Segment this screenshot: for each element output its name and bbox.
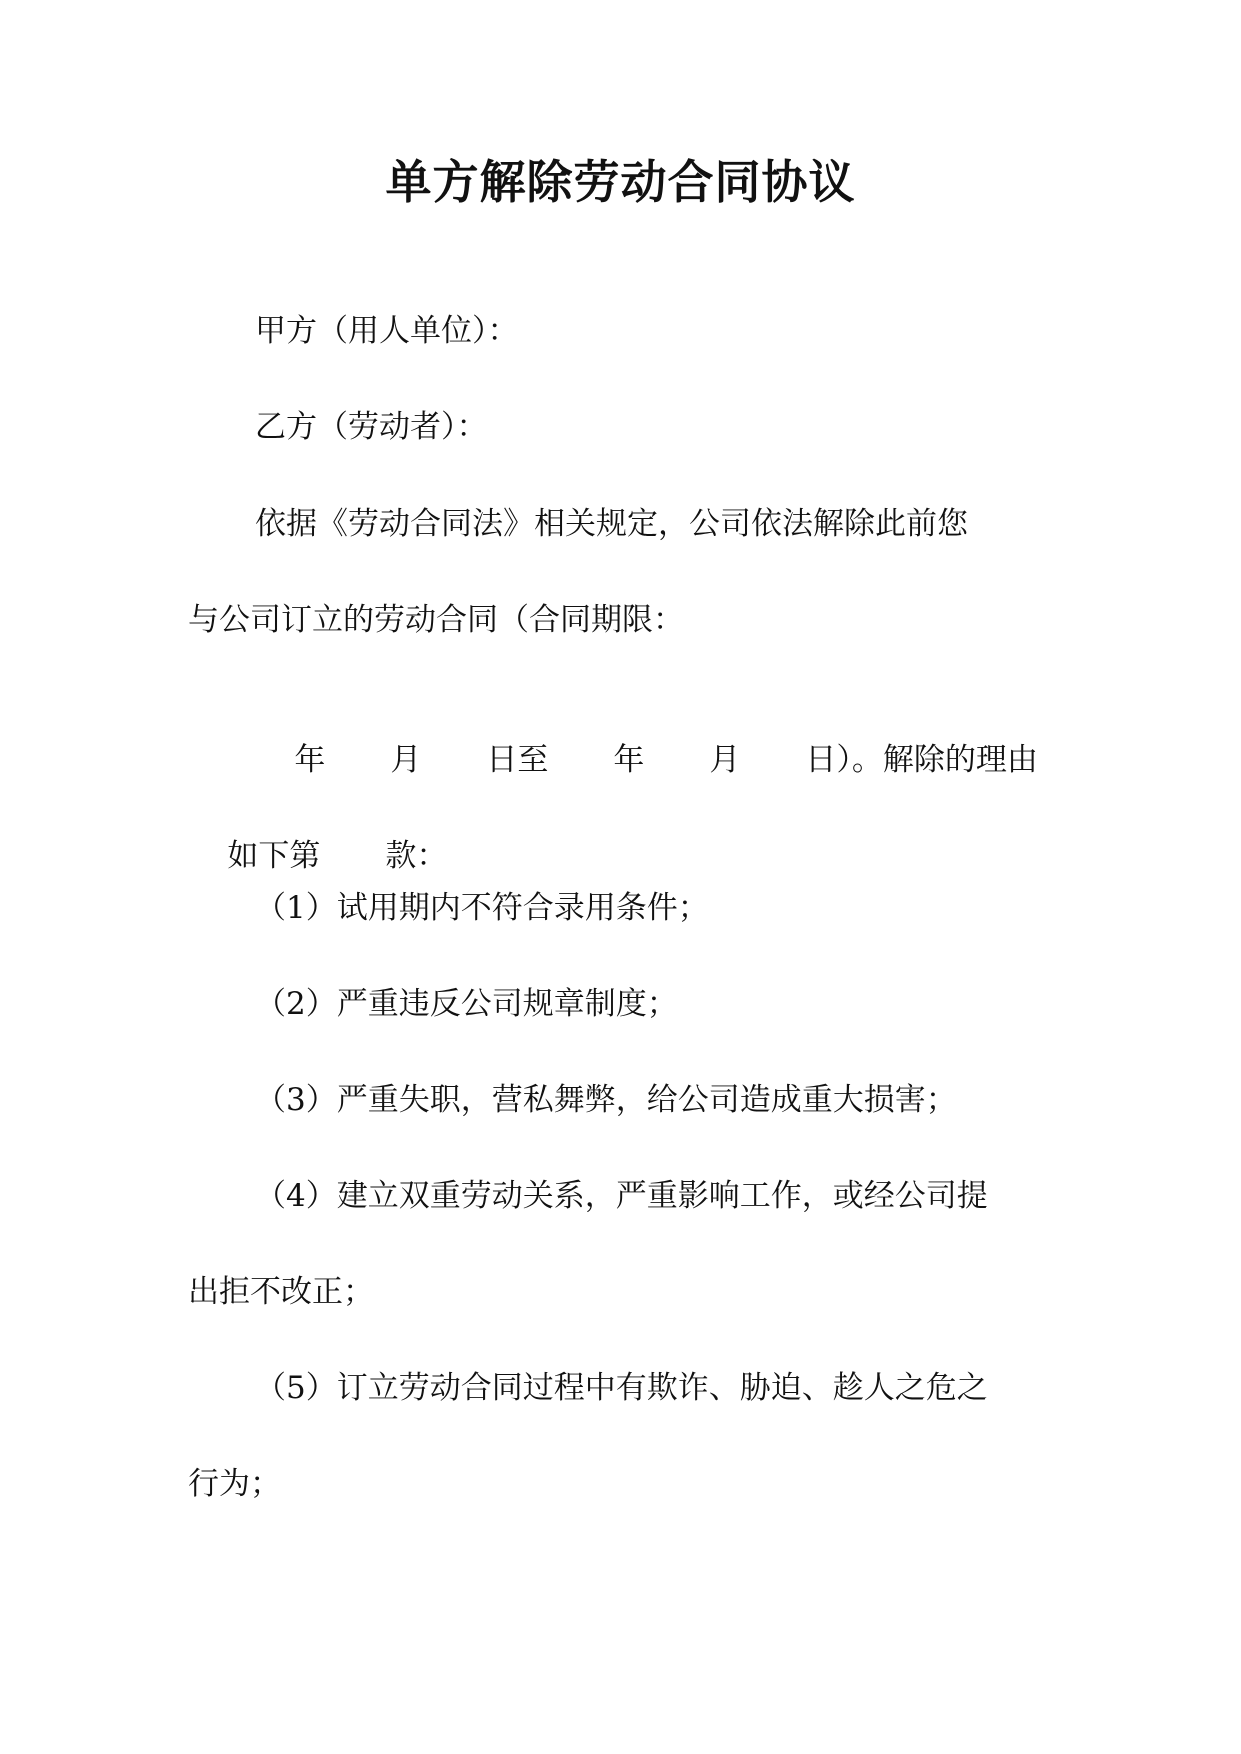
clause-1: （1）试用期内不符合录用条件； bbox=[255, 890, 709, 926]
date-day-2-end: 日）。解除的理由 bbox=[805, 742, 1038, 778]
party-b-line: 乙方（劳动者）： bbox=[255, 409, 488, 445]
document-title: 单方解除劳动合同协议 bbox=[385, 155, 856, 209]
date-year-2: 年 bbox=[613, 742, 645, 778]
clause-5-line-1: （5）订立劳动合同过程中有欺诈、胁迫、趁人之危之 bbox=[255, 1370, 988, 1406]
date-month-1: 月 bbox=[390, 742, 422, 778]
clause-5-line-2: 行为； bbox=[188, 1466, 281, 1502]
date-day-1-to: 日至 bbox=[486, 742, 549, 778]
date-year-1: 年 bbox=[294, 742, 326, 778]
party-a-line: 甲方（用人单位）： bbox=[255, 313, 519, 349]
reason-line-start: 如下第 bbox=[227, 838, 321, 874]
clause-4-line-2: 出拒不改正； bbox=[188, 1274, 374, 1310]
clause-2: （2）严重违反公司规章制度； bbox=[255, 986, 678, 1022]
clause-3: （3）严重失职，营私舞弊，给公司造成重大损害； bbox=[255, 1082, 957, 1118]
date-month-2: 月 bbox=[709, 742, 741, 778]
clause-4-line-1: （4）建立双重劳动关系，严重影响工作，或经公司提 bbox=[255, 1178, 988, 1214]
intro-line-1: 依据《劳动合同法》相关规定，公司依法解除此前您 bbox=[255, 506, 968, 542]
reason-line-end: 款： bbox=[385, 838, 448, 874]
intro-line-2: 与公司订立的劳动合同（合同期限： bbox=[188, 602, 684, 638]
